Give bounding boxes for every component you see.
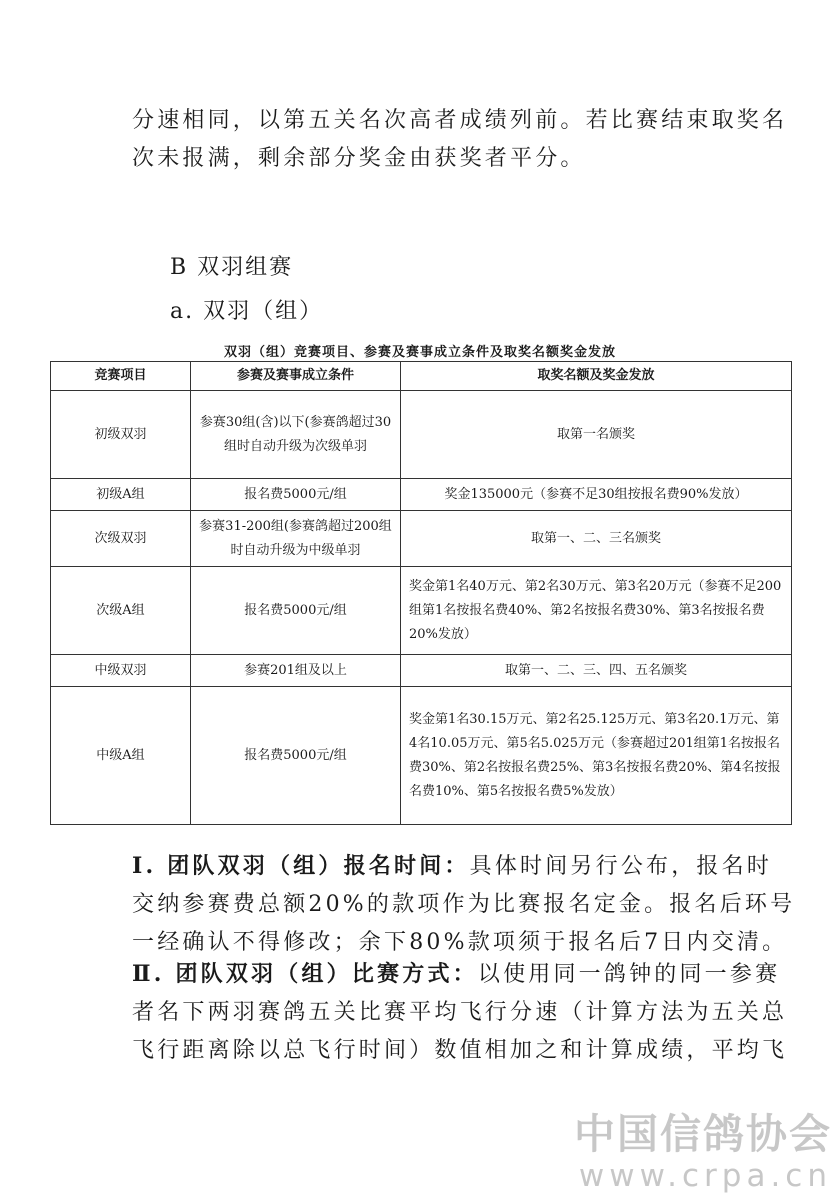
prize-table xyxy=(50,361,792,825)
table-row xyxy=(51,479,792,511)
text-line xyxy=(132,847,773,886)
table-cell-prize: 奖金第1名40万元、第2名30万元、第3名20万元（参赛不足200组第1名按报名费40%、第2名按报名费30%、第3名按报名费20%发放） xyxy=(401,567,792,655)
item-label: Ⅰ. 团队双羽（组）报名时间： xyxy=(132,853,470,879)
table-cell-condition: 报名费5000元/组 xyxy=(191,567,401,655)
table-cell-condition: 报名费5000元/组 xyxy=(191,687,401,825)
column-header: 竞赛项目 xyxy=(51,362,191,391)
item-text: 以使用同一鸽钟的同一参赛 xyxy=(477,962,781,987)
intro-paragraph xyxy=(132,102,788,178)
text-line: 次未报满，剩余部分奖金由获奖者平分。 xyxy=(132,146,586,171)
watermark xyxy=(574,1110,832,1194)
table-cell-condition: 参赛201组及以上 xyxy=(191,655,401,687)
competition-method-paragraph xyxy=(132,955,788,1070)
column-header: 取奖名额及奖金发放 xyxy=(401,362,792,391)
table-cell-item: 初级A组 xyxy=(51,479,191,511)
table-cell-prize: 奖金第1名30.15万元、第2名25.125万元、第3名20.1万元、第4名10.05万元、第5名5.025万元（参赛超过201组第1名按报名费30%、第2名按报名费25%、第3名按报名费20%、第4名按报名费10%、第5名按报名费5%发放） xyxy=(401,687,792,825)
section-heading: B 双羽组赛 xyxy=(170,255,294,280)
table-cell-prize: 取第一、二、三、四、五名颁奖 xyxy=(401,655,792,687)
subsection-heading: a. 双羽（组） xyxy=(170,299,324,324)
text-line: 分速相同，以第五关名次高者成绩列前。若比赛结束取奖名 xyxy=(132,108,788,133)
text-line: 交纳参赛费总额20%的款项作为比赛报名定金。报名后环号 xyxy=(132,892,796,917)
item-label: Ⅱ. 团队双羽（组）比赛方式： xyxy=(132,961,478,987)
table-row xyxy=(51,655,792,687)
table-cell-item: 中级双羽 xyxy=(51,655,191,687)
table-cell-prize: 取第一名颁奖 xyxy=(401,391,792,479)
table-caption: 双羽（组）竞赛项目、参赛及赛事成立条件及取奖名额奖金发放 xyxy=(223,345,616,360)
text-line: 一经确认不得修改；余下80%款项须于报名后7日内交清。 xyxy=(132,930,788,955)
table-row xyxy=(51,567,792,655)
table-cell-prize: 奖金135000元（参赛不足30组按报名费90%发放） xyxy=(401,479,792,511)
table-cell-item: 次级A组 xyxy=(51,567,191,655)
table-cell-prize: 取第一、二、三名颁奖 xyxy=(401,511,792,567)
table-cell-item: 初级双羽 xyxy=(51,391,191,479)
table-cell-condition: 参赛30组(含)以下(参赛鸽超过30组时自动升级为次级单羽 xyxy=(191,391,401,479)
item-text: 具体时间另行公布，报名时 xyxy=(469,854,773,879)
text-line xyxy=(132,955,781,994)
table-row xyxy=(51,687,792,825)
table-cell-item: 中级A组 xyxy=(51,687,191,825)
table-cell-item: 次级双羽 xyxy=(51,511,191,567)
text-line: 者名下两羽赛鸽五关比赛平均飞行分速（计算方法为五关总 xyxy=(132,1000,788,1025)
table-row xyxy=(51,391,792,479)
table-cell-condition: 报名费5000元/组 xyxy=(191,479,401,511)
table-row xyxy=(51,511,792,567)
watermark-url: www.crpa.cn xyxy=(578,1158,832,1194)
column-header: 参赛及赛事成立条件 xyxy=(191,362,401,391)
table-cell-condition: 参赛31-200组(参赛鸽超过200组时自动升级为中级单羽 xyxy=(191,511,401,567)
registration-time-paragraph xyxy=(132,847,796,962)
text-line: 飞行距离除以总飞行时间）数值相加之和计算成绩，平均飞 xyxy=(132,1038,788,1063)
table-header-row xyxy=(51,362,792,391)
watermark-title: 中国信鸽协会 xyxy=(574,1110,832,1158)
